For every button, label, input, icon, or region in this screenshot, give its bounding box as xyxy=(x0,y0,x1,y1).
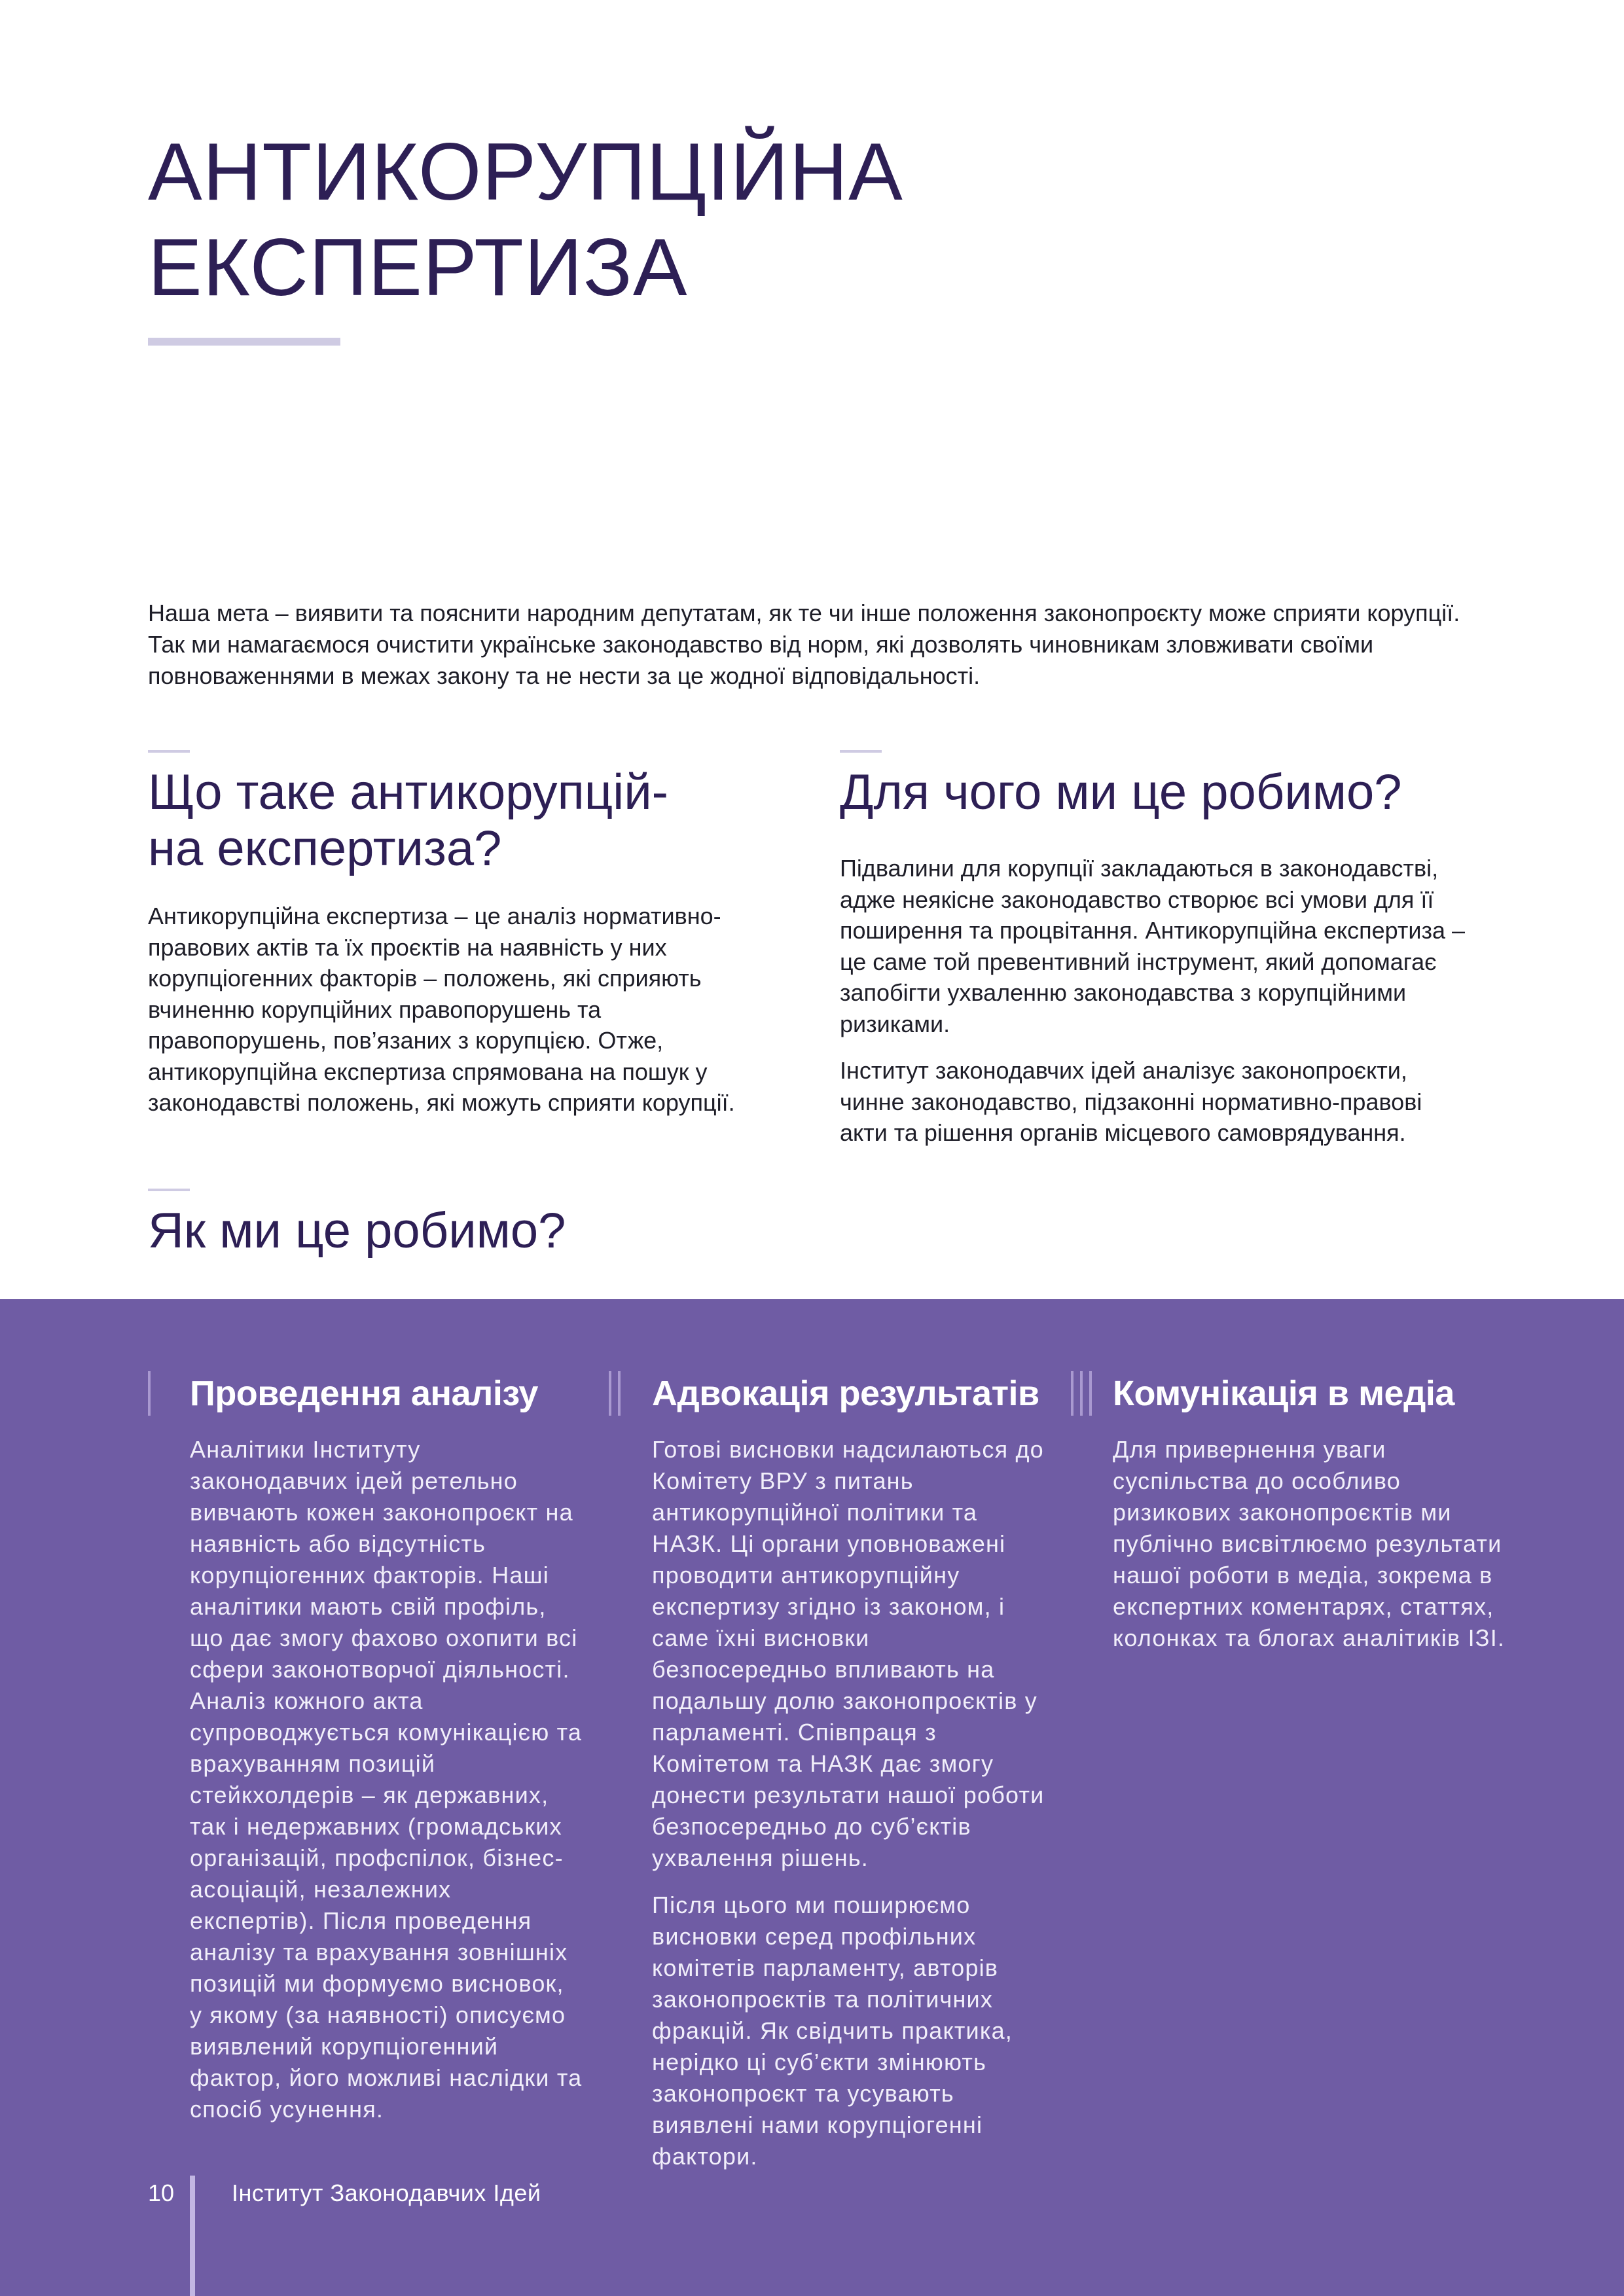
method-text-media xyxy=(1113,1434,1507,1670)
page-title-line-2: ЕКСПЕРТИЗА xyxy=(148,223,688,313)
section-title-what xyxy=(148,764,803,877)
section-rule-why xyxy=(840,750,882,753)
section-text-what: Антикорупційна експертиза – це аналіз нормативно-правових актів та їх проєктів на наявність у них корупціогенних факторів – положень, які сприяють вчиненню корупційних правопорушень та правопорушень, пов’язаних з корупцією. Отже, антикорупційна експертиза спрямована на пошук у законодавстві положень, які можуть сприяти корупції. xyxy=(148,903,735,1116)
why-paragraph-2: Інститут законодавчих ідей аналізує законопроєкти, чинне законодавство, підзаконні нормативно-правові акти та рішення органів місцевого самоврядування. xyxy=(840,1057,1422,1146)
methods-band xyxy=(0,1299,1624,2296)
method-text-advocacy xyxy=(652,1434,1046,2188)
section-title-what-line-1: Що таке антикорупцій- xyxy=(148,764,668,820)
advocacy-paragraph-1: Готові висновки надсилаються до Комітету ВРУ з питань антикорупційної політики та НАЗК. Ці органи уповноважені проводити антикорупційну експертизу згідно із законом, і саме їхні висновки безпосередньо впливають на подальшу долю законопроєктів у парламенті. Співпраця з Комітетом та НАЗК дає змогу донести результати нашої роботи безпосередньо до суб’єктів ухвалення рішень. xyxy=(652,1436,1045,1871)
page-title xyxy=(148,124,903,315)
section-title-how: Як ми це робимо? xyxy=(148,1203,566,1259)
method-title-analysis: Проведення аналізу xyxy=(190,1374,538,1413)
section-title-why: Для чого ми це робимо? xyxy=(840,764,1402,820)
footer-organization: Інститут Законодавчих Ідей xyxy=(232,2179,541,2206)
why-paragraph-1: Підвалини для корупції закладаються в законодавстві, адже неякісне законодавство створює всі умови для її поширення та процвітання. Антикорупційна експертиза – це саме той превентивний інструмент, який допомагає запобігти ухваленню законодавства з корупційними ризиками. xyxy=(840,855,1466,1037)
analysis-paragraph-1: Аналітики Інституту законодавчих ідей ретельно вивчають кожен законопроєкт на наявність або відсутність корупціогенних факторів. Наші аналітики мають свій профіль, що дає змогу фахово охопити всі сфери законотворчої діяльності. Аналіз кожного акта супроводжується комунікацією та врахуванням позицій стейкхолдерів – як державних, так і недержавних (громадських організацій, профспілок, бізнес-асоціацій, незалежних експертів). Після проведення аналізу та врахування зовнішніх позицій ми формуємо висновок, у якому (за наявності) описуємо виявлений корупціогенний фактор, його можливі наслідки та спосіб усунення. xyxy=(190,1436,583,2123)
section-title-what-line-2: на експертиза? xyxy=(148,821,502,876)
intro-paragraph: Наша мета – виявити та пояснити народним депутатам, як те чи інше положення законопроєкту може сприяти корупції. Так ми намагаємося очистити українське законодавство від норм, які дозволять чиновникам зловживати своїми повноваженнями в межах закону та не нести за це жодної відповідальності. xyxy=(148,600,1460,689)
page-title-line-1: АНТИКОРУПЦІЙНА xyxy=(148,127,903,217)
section-rule-how xyxy=(148,1189,190,1191)
method-title-advocacy: Адвокація результатів xyxy=(652,1374,1039,1413)
title-underline xyxy=(148,338,340,346)
method-title-media: Комунікація в медіа xyxy=(1113,1374,1454,1413)
advocacy-paragraph-2: Після цього ми поширюємо висновки серед профільних комітетів парламенту, авторів законопроєктів та політичних фракцій. Як свідчить практика, нерідко ці суб’єкти змінюють законопроєкт та усувають виявлені нами корупціогенні фактори. xyxy=(652,1892,1013,2170)
section-text-why xyxy=(840,853,1475,1164)
page-number: 10 xyxy=(148,2179,175,2206)
section-rule-what xyxy=(148,750,190,753)
footer-divider xyxy=(190,2176,195,2296)
media-paragraph-1: Для привернення уваги суспільства до особливо ризикових законопроєктів ми публічно висвітлюємо результати нашої роботи в медіа, зокрема в експертних коментарях, статтях, колонках та блогах аналітиків ІЗІ. xyxy=(1113,1436,1506,1651)
method-text-analysis xyxy=(190,1434,584,2141)
